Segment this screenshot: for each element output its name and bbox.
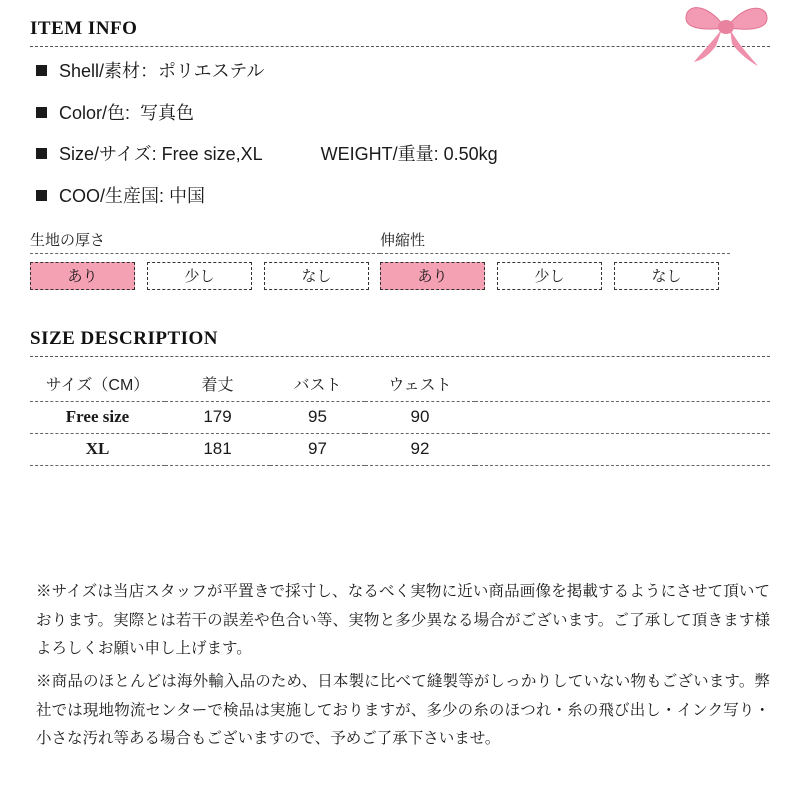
item-info-divider bbox=[30, 46, 770, 47]
square-bullet-icon bbox=[36, 148, 47, 159]
cell-length: 179 bbox=[165, 402, 270, 434]
attribute-option-sukoshi[interactable]: 少し bbox=[147, 262, 252, 290]
cell-waist: 92 bbox=[365, 434, 475, 466]
cell-waist: 90 bbox=[365, 402, 475, 434]
spec-text: Shell/素材：ポリエステル bbox=[59, 61, 265, 81]
cell-bust: 97 bbox=[270, 434, 365, 466]
spec-text: Color/色: 写真色 bbox=[59, 102, 195, 123]
square-bullet-icon bbox=[36, 107, 47, 118]
list-item bbox=[36, 186, 800, 208]
cell-size: XL bbox=[30, 434, 165, 466]
attribute-options bbox=[30, 262, 380, 290]
fabric-attributes bbox=[0, 229, 800, 290]
notes-section bbox=[36, 578, 770, 758]
cell-spacer bbox=[475, 434, 770, 466]
table-row bbox=[30, 434, 770, 466]
item-info-heading: ITEM INFO bbox=[30, 18, 138, 39]
note-paragraph: ※商品のほとんどは海外輸入品のため、日本製に比べて縫製等がしっかりしていない物もございます。弊社では現地物流センターで検品は実施しておりますが、多少の糸のほつれ・糸の飛び出し・インク写り・小さな汚れ等ある場合もございますので、予めご了承下さいませ。 bbox=[36, 673, 770, 748]
attribute-option-nashi[interactable]: なし bbox=[264, 262, 369, 290]
size-description-heading: SIZE DESCRIPTION bbox=[30, 328, 219, 350]
list-item bbox=[36, 103, 800, 125]
attribute-options bbox=[380, 262, 730, 290]
square-bullet-icon bbox=[36, 65, 47, 76]
spec-text: Size/サイズ: Free size,XL bbox=[59, 144, 263, 165]
attribute-option-ari[interactable]: あり bbox=[30, 262, 135, 290]
column-header-bust: バスト bbox=[270, 367, 365, 402]
square-bullet-icon bbox=[36, 190, 47, 201]
spec-text: COO/生産国: 中国 bbox=[59, 185, 206, 206]
attribute-title: 伸縮性 bbox=[380, 229, 730, 254]
spec-weight-text: WEIGHT/重量: 0.50kg bbox=[320, 144, 498, 165]
note-paragraph: ※サイズは当店スタッフが平置きで採寸し、なるべく実物に近い商品画像を掲載するようにさせて頂いております。実際とは若干の誤差や色合い等、実物と多少異なる場合がございます。ご了承して頂きます様よろしくお願い申し上げます。 bbox=[36, 583, 770, 658]
column-header-spacer bbox=[475, 367, 770, 402]
attribute-option-nashi[interactable]: なし bbox=[614, 262, 719, 290]
table-row bbox=[30, 402, 770, 434]
cell-length: 181 bbox=[165, 434, 270, 466]
column-header-waist: ウェスト bbox=[365, 367, 475, 402]
cell-spacer bbox=[475, 402, 770, 434]
list-item bbox=[36, 144, 800, 166]
cell-bust: 95 bbox=[270, 402, 365, 434]
attribute-title: 生地の厚さ bbox=[30, 229, 380, 254]
spec-list bbox=[0, 61, 800, 207]
attribute-option-ari[interactable]: あり bbox=[380, 262, 485, 290]
size-table bbox=[30, 367, 770, 466]
attribute-option-sukoshi[interactable]: 少し bbox=[497, 262, 602, 290]
column-header-length: 着丈 bbox=[165, 367, 270, 402]
table-header-row bbox=[30, 367, 770, 402]
attribute-group-thickness bbox=[30, 229, 380, 290]
attribute-group-stretch bbox=[380, 229, 730, 290]
column-header-size: サイズ（CM） bbox=[30, 367, 165, 402]
list-item bbox=[36, 61, 800, 83]
size-description-divider bbox=[30, 356, 770, 357]
cell-size: Free size bbox=[30, 402, 165, 434]
